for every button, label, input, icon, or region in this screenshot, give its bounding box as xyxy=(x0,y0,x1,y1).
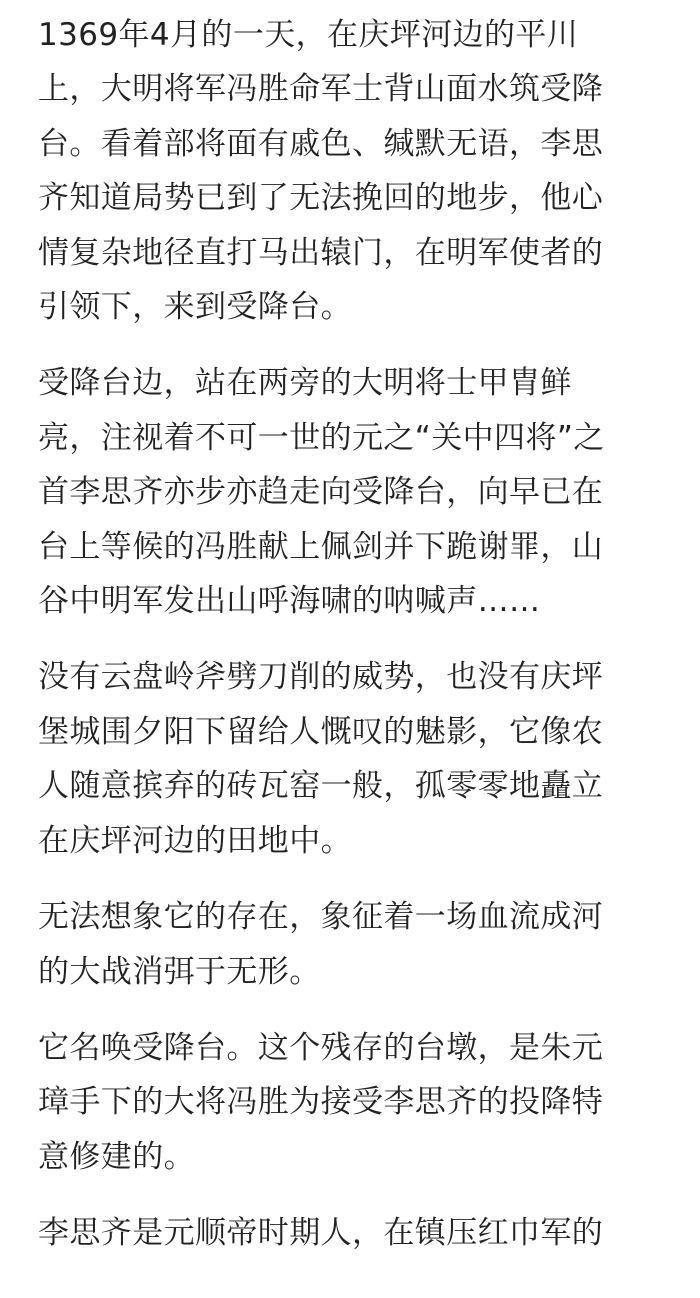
text-line: 齐知道局势已到了无法挽回的地步，他心 xyxy=(38,180,604,217)
text-line: 堡城围夕阳下留给人慨叹的魅影，它像农 xyxy=(38,713,604,750)
paragraph-4 xyxy=(38,890,662,999)
paragraph-6 xyxy=(38,1206,662,1260)
text-line: 情复杂地径直打马出辕门，在明军使者的 xyxy=(38,234,604,271)
text-line: 它名唤受降台。这个残存的台墩，是朱元 xyxy=(38,1029,604,1066)
paragraph-1 xyxy=(38,8,662,334)
text-line: 台。看着部将面有戚色、缄默无语，李思 xyxy=(38,125,604,162)
text-line: 无法想象它的存在，象征着一场血流成河 xyxy=(38,899,604,936)
text-line: 没有云盘岭斧劈刀削的威势，也没有庆坪 xyxy=(38,659,604,696)
text-line: 首李思齐亦步亦趋走向受降台，向早已在 xyxy=(38,474,604,511)
text-line: 上，大明将军冯胜命军士背山面水筑受降 xyxy=(38,71,604,108)
text-line: 人随意摈弃的砖瓦窑一般，孤零零地矗立 xyxy=(38,768,604,805)
paragraph-3 xyxy=(38,650,662,868)
text-line: 的大战消弭于无形。 xyxy=(38,953,321,990)
text-line: 在庆坪河边的田地中。 xyxy=(38,822,352,859)
text-line: 亮，注视着不可一世的元之“关中四将”之 xyxy=(38,419,605,456)
text-line: 李思齐是元顺帝时期人，在镇压红巾军的 xyxy=(38,1215,604,1252)
text-line: 谷中明军发出山呼海啸的呐喊声…… xyxy=(38,583,541,620)
text-line: 1369年4月的一天，在庆坪河边的平川 xyxy=(38,17,579,53)
paragraph-5 xyxy=(38,1021,662,1184)
text-line: 璋手下的大将冯胜为接受李思齐的投降特 xyxy=(38,1084,604,1121)
paragraph-2 xyxy=(38,356,662,628)
text-line: 受降台边，站在两旁的大明将士甲胄鲜 xyxy=(38,365,572,402)
text-line: 引领下，来到受降台。 xyxy=(38,289,352,326)
text-line: 台上等候的冯胜献上佩剑并下跪谢罪，山 xyxy=(38,528,604,565)
text-line: 意修建的。 xyxy=(38,1138,195,1175)
